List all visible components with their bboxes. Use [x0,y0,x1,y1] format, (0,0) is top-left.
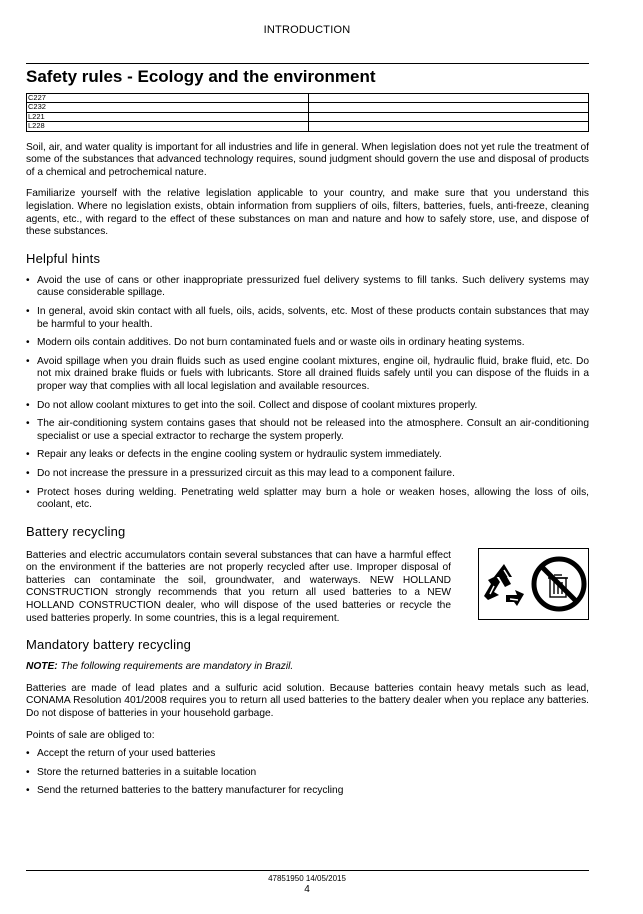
intro-paragraph: Soil, air, and water quality is important for all industries and life in general. When legislation does not yet rule the treatment of some of the substances that advanced technology requires, sound judgment should govern the use and disposal of products of a chemical and petrochemical nature. [26,141,589,178]
list-item: • Avoid spillage when you drain fluids such as used engine coolant mixtures, engine oil, hydraulic fluid, brake fluid, etc. Do not mix drained brake fluids or fuels with lubricants. Store all drained fluids safely until you can dispose of the fluids in a proper way that complies with all local legislation and available resources. [26,356,589,394]
page-title: Safety rules - Ecology and the environment [26,67,376,86]
section-heading-battery-recycling: Battery recycling [26,523,126,539]
list-item: • In general, avoid skin contact with all fuels, oils, acids, solvents, etc. Most of these products contain substances that may be harmful to your health. [26,306,589,331]
page-number: 4 [304,884,310,895]
list-item: • The air-conditioning system contains gases that should not be released into the atmosphere. Consult an air-conditioning specialist or use a special extractor to recharge the system properly. [26,418,589,443]
list-item: • Do not allow coolant mixtures to get into the soil. Collect and dispose of coolant mixtures properly. [26,400,589,413]
model-code: C232 [27,103,309,112]
list-item: • Accept the return of your used batteries [26,748,589,761]
document-number: 47851950 14/05/2015 [268,874,346,883]
list-item: • Avoid the use of cans or other inappropriate pressurized fuel delivery systems to fill tanks. Such delivery systems may cause considerable spillage. [26,275,589,300]
battery-recycling-block [26,548,589,626]
model-code: L221 [27,112,309,121]
recycle-icon [480,560,528,608]
section-heading-helpful-hints: Helpful hints [26,250,101,266]
no-trash-bin-icon [531,556,587,612]
model-table [26,93,589,132]
battery-icons-figure [478,548,589,620]
table-row [27,122,589,131]
list-item: • Send the returned batteries to the battery manufacturer for recycling [26,785,589,798]
battery-recycling-text: Batteries and electric accumulators contain several substances that can have a harmful effect on the environment if the batteries are not properly recycled after use. Improper disposal of batteries can contaminate the soil, groundwater, and waterways. NEW HOLLAND CONSTRUCTION strongly recommends that you return all used batteries to a NEW HOLLAND CONSTRUCTION dealer, who will dispose of the used batteries or recycle the used batteries properly. In some countries, this is a legal requirement. [26,549,451,624]
table-row [27,112,589,121]
list-item: • Store the returned batteries in a suitable location [26,767,589,780]
list-item: • Protect hoses during welding. Penetrating weld splatter may burn a hole or weaken hoses, allowing the loss of oils, coolant, etc. [26,487,589,512]
mandatory-paragraph: Batteries are made of lead plates and a sulfuric acid solution. Because batteries contain heavy metals such as lead, CONAMA Resolution 401/2008 requires you to return all used batteries to the battery dealer when you replace any batteries. Do not dispose of batteries in your household garbage. [26,682,589,720]
list-item: • Repair any leaks or defects in the engine cooling system or hydraulic system immediately. [26,449,589,462]
footer-divider [26,870,589,871]
list-item: • Modern oils contain additives. Do not burn contaminated fuels and or waste oils in ordinary heating systems. [26,337,589,350]
note-text: The following requirements are mandatory in Brazil. [57,661,294,673]
header-divider [26,63,589,64]
table-row [27,94,589,103]
list-item: • Do not increase the pressure in a pressurized circuit as this may lead to a component failure. [26,468,589,481]
note-label: NOTE: [26,661,58,673]
section-heading-mandatory-recycling: Mandatory battery recycling [26,637,192,653]
points-list [26,748,589,798]
page-header: INTRODUCTION [263,24,351,36]
page-content [26,66,589,804]
points-intro: Points of sale are obliged to: [26,729,155,741]
model-code: L228 [27,122,309,131]
model-code: C227 [27,94,309,103]
table-row [27,103,589,112]
note [26,661,589,674]
intro-paragraph: Familiarize yourself with the relative legislation applicable to your country, and make sure that you understand this legislation. Where no legislation exists, obtain information from suppliers of oils, filters, batteries, fuels, anti-freeze, cleaning agents, etc., with regard to the effect of these substances on man and nature and how to safely store, use, and dispose of these substances. [26,188,589,238]
helpful-hints-list [26,275,589,512]
